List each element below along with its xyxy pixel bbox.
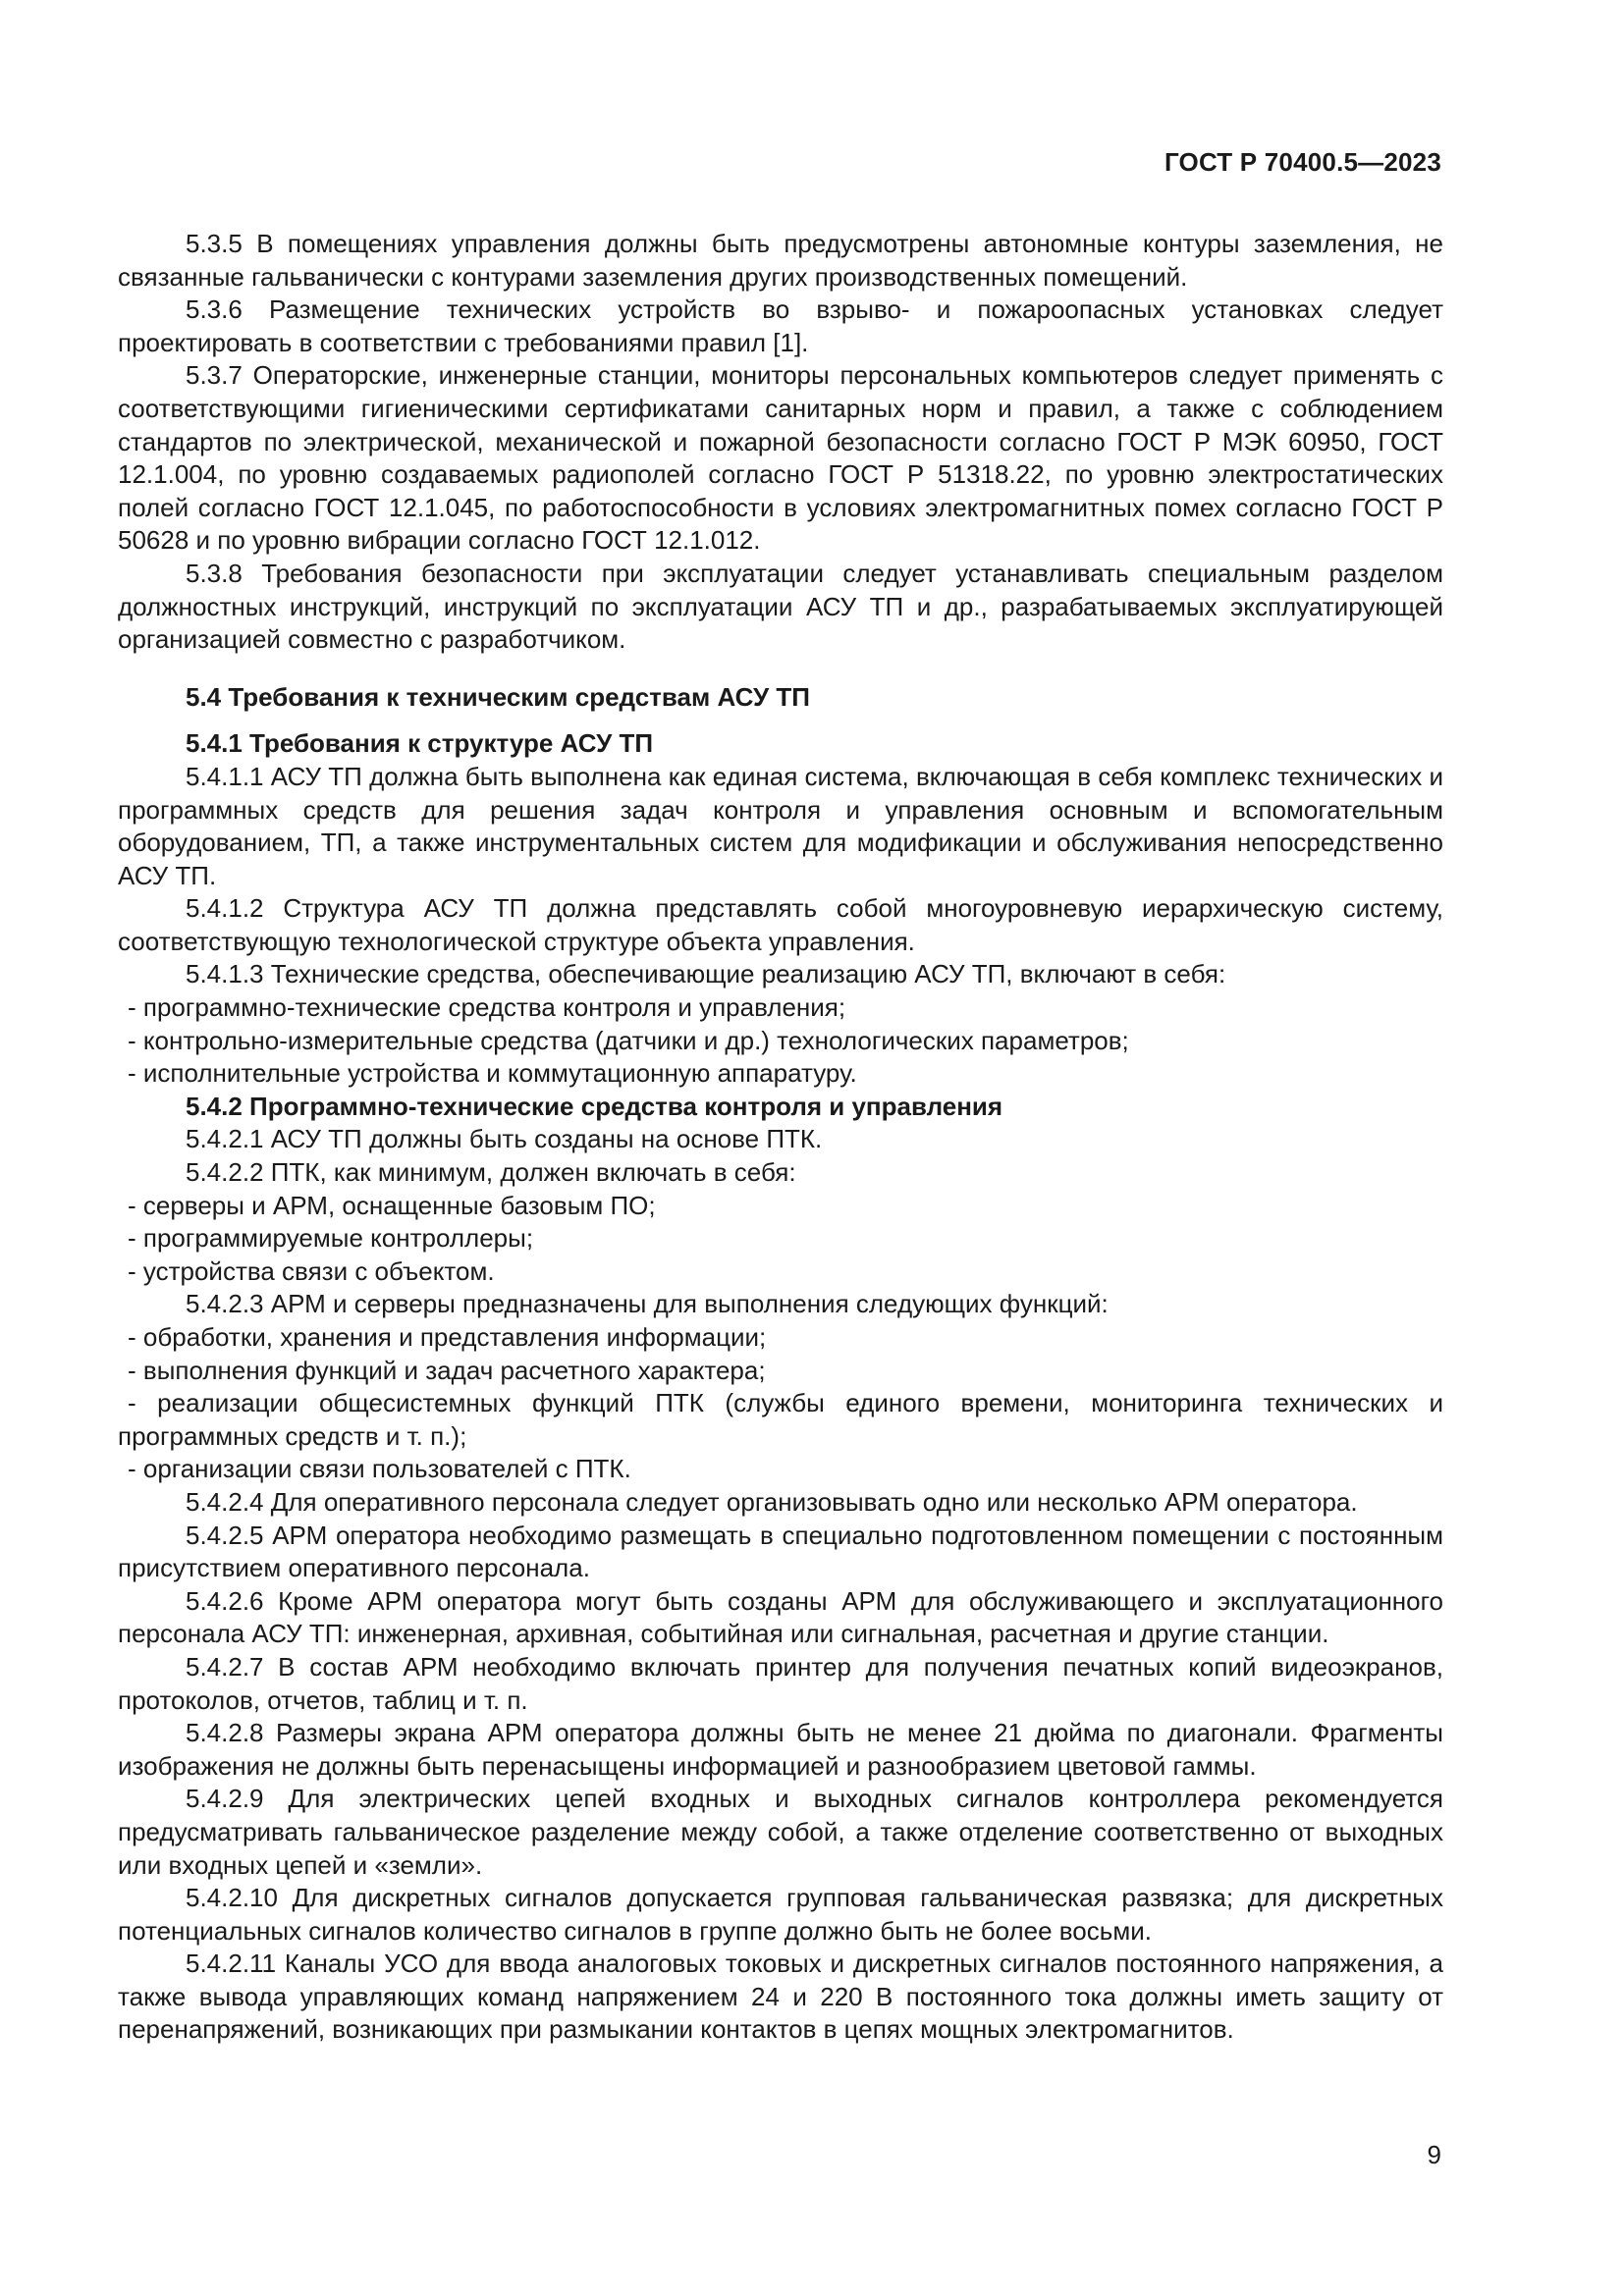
paragraph-5-4-2-9: 5.4.2.9 Для электрических цепей входных и выходных сигналов контроллера рекомендуется предусматривать гальваническое разделение между собой, а также отделение соответственно от выходных или входных цепей и «земли». bbox=[118, 1784, 1443, 1880]
paragraph-5-4-2-5: 5.4.2.5 АРМ оператора необходимо размещать в специально подготовленном помещении с постоянным присутствием оперативного персонала. bbox=[118, 1520, 1443, 1583]
paragraph-5-4-2-11: 5.4.2.11 Каналы УСО для ввода аналоговых токовых и дискретных сигналов постоянного напряжения, а также вывода управляющих команд напряжением 24 и 220 В постоянного тока должны иметь защиту от перенапряжений, возникающих при размыкании контактов в цепях мощных электромагнитов. bbox=[118, 1949, 1443, 2045]
paragraph-5-4-2-6: 5.4.2.6 Кроме АРМ оператора могут быть созданы АРМ для обслуживающего и эксплуатационного персонала АСУ ТП: инженерная, архивная, событийная или сигнальная, расчетная и другие станции. bbox=[118, 1585, 1443, 1649]
paragraph-5-4-2-2: 5.4.2.2 ПТК, как минимум, должен включать в себя: bbox=[186, 1157, 796, 1188]
list-item: - обработки, хранения и представления информации; bbox=[128, 1322, 767, 1352]
subsection-heading-5-4-1: 5.4.1 Требования к структуре АСУ ТП bbox=[186, 728, 654, 759]
list-item: - исполнительные устройства и коммутационную аппаратуру. bbox=[128, 1058, 857, 1089]
paragraph-5-4-1-1: 5.4.1.1 АСУ ТП должна быть выполнена как единая система, включающая в себя комплекс технических и программных средств для решения задач контроля и управления основным и вспомогательным оборудованием, ТП, а также инструментальных систем для модификации и обслуживания непосредственно АСУ ТП. bbox=[118, 761, 1443, 890]
paragraph-5-3-6: 5.3.6 Размещение технических устройств во взрыво- и пожароопасных установках следует проектировать в соответствии с требованиями правил [1]. bbox=[118, 294, 1443, 357]
paragraph-5-4-2-1: 5.4.2.1 АСУ ТП должны быть созданы на основе ПТК. bbox=[186, 1124, 823, 1154]
paragraph-5-4-2-3: 5.4.2.3 АРМ и серверы предназначены для выполнения следующих функций: bbox=[186, 1289, 1109, 1319]
list-item: - программируемые контроллеры; bbox=[128, 1223, 534, 1254]
paragraph-5-4-1-2: 5.4.1.2 Структура АСУ ТП должна представлять собой многоуровневую иерархическую систему, соответствующую технологической структуре объекта управления. bbox=[118, 893, 1443, 956]
paragraph-5-4-2-4: 5.4.2.4 Для оперативного персонала следует организовывать одно или несколько АРМ оператора. bbox=[186, 1486, 1358, 1517]
page-number: 9 bbox=[1427, 2140, 1441, 2169]
document-body bbox=[118, 228, 1443, 2047]
list-item: - устройства связи с объектом. bbox=[128, 1255, 495, 1286]
list-item: - контрольно-измерительные средства (датчики и др.) технологических параметров; bbox=[128, 1025, 1129, 1055]
list-item: - серверы и АРМ, оснащенные базовым ПО; bbox=[128, 1190, 656, 1220]
paragraph-5-4-2-10: 5.4.2.10 Для дискретных сигналов допускается групповая гальваническая развязка; для дискретных потенциальных сигналов количество сигналов в группе должно быть не более восьми. bbox=[118, 1883, 1443, 1946]
paragraph-5-3-8: 5.3.8 Требования безопасности при эксплуатации следует устанавливать специальным разделом должностных инструкций, инструкций по эксплуатации АСУ ТП и др., разрабатываемых эксплуатирующей организацией совместно с разработчиком. bbox=[118, 558, 1443, 655]
paragraph-5-4-1-3: 5.4.1.3 Технические средства, обеспечивающие реализацию АСУ ТП, включают в себя: bbox=[186, 959, 1226, 989]
paragraph-5-4-2-7: 5.4.2.7 В состав АРМ необходимо включать принтер для получения печатных копий видеоэкранов, протоколов, отчетов, таблиц и т. п. bbox=[118, 1651, 1443, 1715]
paragraph-5-4-2-8: 5.4.2.8 Размеры экрана АРМ оператора должны быть не менее 21 дюйма по диагонали. Фрагменты изображения не должны быть перенасыщены информацией и разнообразием цветовой гаммы. bbox=[118, 1718, 1443, 1781]
list-item: - организации связи пользователей с ПТК. bbox=[128, 1454, 631, 1484]
paragraph-5-3-7: 5.3.7 Операторские, инженерные станции, мониторы персональных компьютеров следует применять с соответствующими гигиеническими сертификатами санитарных норм и правил, а также с соблюдением стандартов по электрической, механической и пожарной безопасности согласно ГОСТ Р МЭК 60950, ГОСТ 12.1.004, по уровню создаваемых радиополей согласно ГОСТ Р 51318.22, по уровню электростатических полей согласно ГОСТ 12.1.045, по работоспособности в условиях электромагнитных помех согласно ГОСТ Р 50628 и по уровню вибрации согласно ГОСТ 12.1.012. bbox=[118, 360, 1443, 556]
subsection-heading-5-4-2: 5.4.2 Программно-технические средства контроля и управления bbox=[186, 1091, 1003, 1121]
list-item: - выполнения функций и задач расчетного характера; bbox=[128, 1355, 766, 1385]
paragraph-5-3-5: 5.3.5 В помещениях управления должны быть предусмотрены автономные контуры заземления, не связанные гальванически с контурами заземления других производственных помещений. bbox=[118, 229, 1443, 292]
standard-header: ГОСТ Р 70400.5—2023 bbox=[1164, 147, 1441, 177]
list-item: - реализации общесистемных функций ПТК (службы единого времени, мониторинга технических и программных средств и т. п.); bbox=[118, 1388, 1443, 1451]
list-item: - программно-технические средства контроля и управления; bbox=[128, 992, 846, 1023]
section-heading-5-4: 5.4 Требования к техническим средствам АСУ ТП bbox=[186, 681, 810, 712]
